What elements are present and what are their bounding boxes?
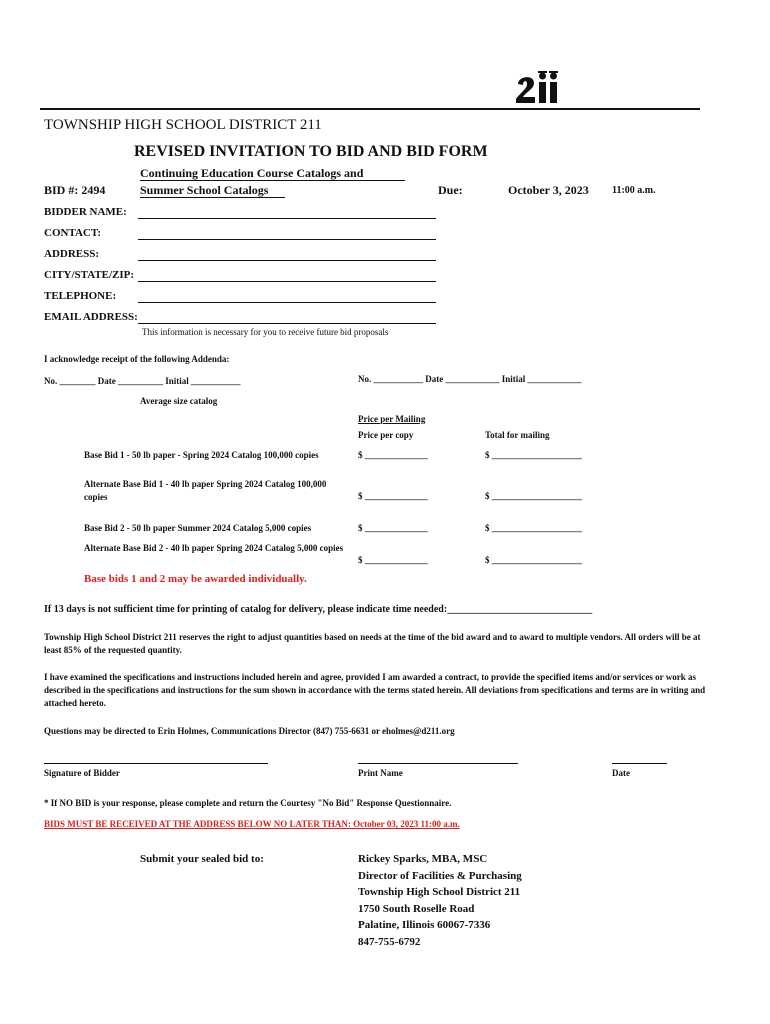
due-time: 11:00 a.m.	[612, 185, 656, 196]
questions-note: Questions may be directed to Erin Holmes, Communications Director (847) 755-6631 or eholmes@d211.org	[44, 726, 455, 736]
bid-number: BID #: 2494	[44, 183, 106, 197]
price-per-mailing-header: Price per Mailing	[358, 414, 426, 424]
print-name-line[interactable]	[358, 763, 518, 764]
subject-underline-2	[140, 197, 285, 198]
submit-phone: 847-755-6792	[358, 936, 421, 948]
print-time-note[interactable]: If 13 days is not sufficient time for printing of catalog for delivery, please indicate time needed:_____________________________	[44, 604, 593, 615]
addenda-left[interactable]: No. ________ Date __________ Initial ___________	[44, 376, 241, 386]
address-field[interactable]	[138, 260, 436, 261]
contact-label: CONTACT:	[44, 227, 102, 239]
signature-label: Signature of Bidder	[44, 768, 120, 778]
reserve-note: Township High School District 211 reserves the right to adjust quantities based on needs at the time of the bid award and to award to multiple vendors. All orders will be at least 85% of the requested quantity.	[44, 632, 701, 655]
telephone-label: TELEPHONE:	[44, 290, 117, 302]
bidder-name-field[interactable]	[138, 218, 436, 219]
base-bid-2-desc: Base Bid 2 - 50 lb paper Summer 2024 Catalog 5,000 copies	[84, 523, 312, 533]
alt-bid-1-total[interactable]: $ ____________________	[485, 491, 582, 501]
alt-bid-1-price[interactable]: $ ______________	[358, 491, 428, 501]
due-label: Due:	[438, 183, 463, 197]
submit-title: Director of Facilities & Purchasing	[358, 870, 522, 882]
city-state-zip-label: CITY/STATE/ZIP:	[44, 269, 135, 281]
email-field[interactable]	[138, 323, 436, 324]
alt-bid-1-desc: Alternate Base Bid 1 - 40 lb paper Spring 2024 Catalog 100,000 copies	[84, 479, 327, 502]
total-for-mailing-header: Total for mailing	[485, 430, 550, 440]
examined-note: I have examined the specifications and instructions included herein and agree, provided I am awarded a contract, to provide the specified items and/or services or work as described in the specifications and instructions for the sum shown in accordance with the terms stated herein. All deviations from specifications and terms are in writing and attached hereto.	[44, 672, 706, 708]
bid-subject-line2: Summer School Catalogs	[140, 183, 269, 197]
header-rule	[40, 108, 700, 110]
base-bid-1-total[interactable]: $ ____________________	[485, 450, 582, 460]
signature-line[interactable]	[44, 763, 268, 764]
page-title: REVISED INVITATION TO BID AND BID FORM	[134, 143, 488, 160]
submit-city: Palatine, Illinois 60067-7336	[358, 919, 491, 931]
price-per-copy-header: Price per copy	[358, 430, 414, 440]
alt-bid-2-desc: Alternate Base Bid 2 - 40 lb paper Spring 2024 Catalog 5,000 copies	[84, 543, 344, 553]
address-label: ADDRESS:	[44, 248, 100, 260]
submit-street: 1750 South Roselle Road	[358, 903, 475, 915]
due-date: October 3, 2023	[508, 183, 589, 197]
bidder-name-label: BIDDER NAME:	[44, 206, 127, 218]
average-size-label: Average size catalog	[140, 396, 218, 406]
date-line[interactable]	[612, 763, 667, 764]
base-bid-1-desc: Base Bid 1 - 50 lb paper - Spring 2024 Catalog 100,000 copies	[84, 450, 319, 460]
base-bid-2-total[interactable]: $ ____________________	[485, 523, 582, 533]
deadline-note: BIDS MUST BE RECEIVED AT THE ADDRESS BELOW NO LATER THAN: October 03, 2023 11:00 a.m.	[44, 819, 460, 829]
telephone-field[interactable]	[138, 302, 436, 303]
bid-subject-line1: Continuing Education Course Catalogs and	[140, 166, 364, 180]
alt-bid-2-total[interactable]: $ ____________________	[485, 555, 582, 565]
alt-bid-2-price[interactable]: $ ______________	[358, 555, 428, 565]
award-note: Base bids 1 and 2 may be awarded individually.	[84, 573, 307, 585]
city-state-zip-field[interactable]	[138, 281, 436, 282]
print-name-label: Print Name	[358, 768, 403, 778]
info-note: This information is necessary for you to receive future bid proposals	[142, 327, 389, 337]
date-label: Date	[612, 768, 630, 778]
no-bid-note: * If NO BID is your response, please complete and return the Courtesy "No Bid" Response Questionnaire.	[44, 798, 452, 808]
addenda-right[interactable]: No. ___________ Date ____________ Initial ____________	[358, 374, 582, 384]
base-bid-1-price[interactable]: $ ______________	[358, 450, 428, 460]
district-211-logo	[512, 70, 574, 106]
email-label: EMAIL ADDRESS:	[44, 311, 138, 323]
submit-org: Township High School District 211	[358, 886, 521, 898]
base-bid-2-price[interactable]: $ ______________	[358, 523, 428, 533]
addenda-intro: I acknowledge receipt of the following Addenda:	[44, 354, 230, 364]
submit-name: Rickey Sparks, MBA, MSC	[358, 853, 488, 865]
submit-label: Submit your sealed bid to:	[140, 853, 264, 865]
contact-field[interactable]	[138, 239, 436, 240]
district-name: TOWNSHIP HIGH SCHOOL DISTRICT 211	[44, 117, 322, 133]
subject-underline-1	[140, 180, 405, 181]
